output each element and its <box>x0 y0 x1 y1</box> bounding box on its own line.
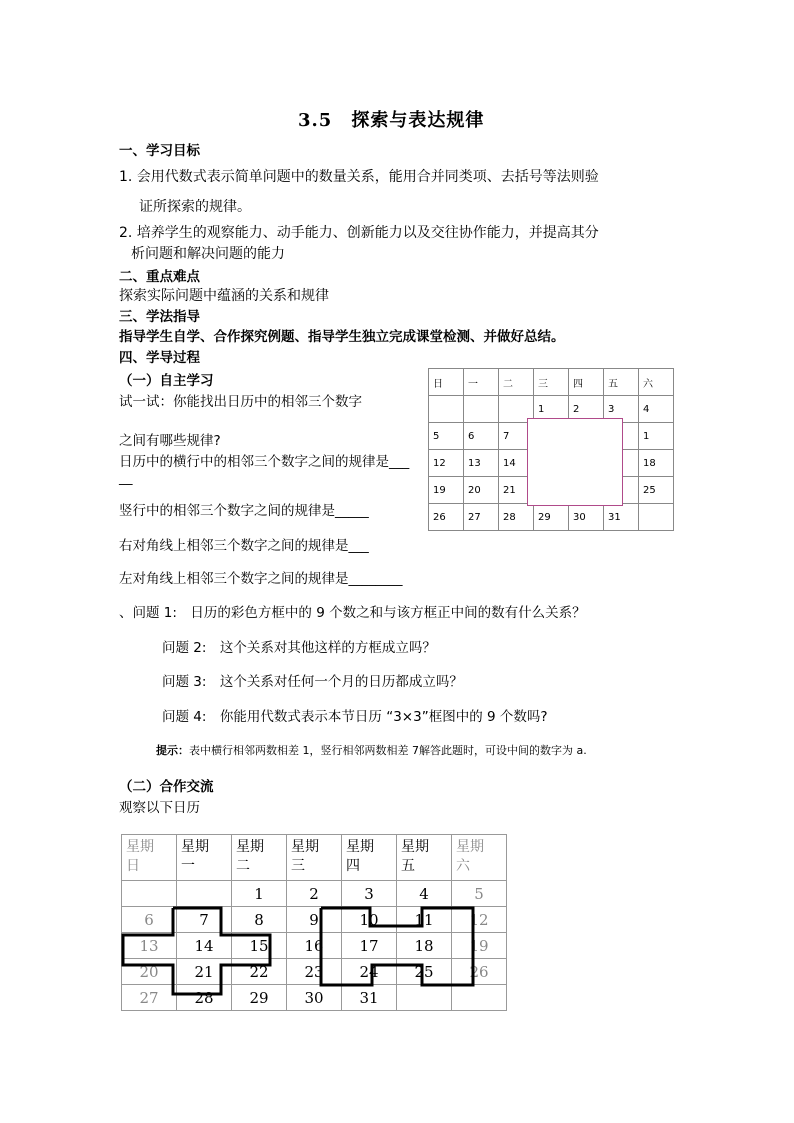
calendar2-cell: 29 <box>232 985 287 1011</box>
calendar1-header: 四 <box>569 369 604 396</box>
calendar1-cell: 13 <box>464 450 499 477</box>
calendar2-cell: 26 <box>452 959 507 985</box>
calendar2-header: 星期 三 <box>287 835 342 881</box>
section-heading-goals: 一、学习目标 <box>119 143 200 159</box>
calendar2-cell: 25 <box>397 959 452 985</box>
calendar1-cell <box>429 396 464 423</box>
goal-1-line1: 1. 会用代数式表示简单问题中的数量关系，能用合并同类项、去括号等法则验 <box>119 169 599 185</box>
calendar2-cell: 7 <box>177 907 232 933</box>
calendar2-cell <box>122 881 177 907</box>
calendar2-cell: 20 <box>122 959 177 985</box>
try-line1: 试一试：你能找出日历中的相邻三个数字 <box>119 394 362 410</box>
calendar2-header: 星期 一 <box>177 835 232 881</box>
calendar1-cell: 29 <box>534 504 569 531</box>
question-row-line2: __ <box>119 470 133 486</box>
calendar1-cell: 1 <box>639 423 674 450</box>
calendar2-cell <box>177 881 232 907</box>
calendar2-cell: 30 <box>287 985 342 1011</box>
calendar2-cell: 31 <box>342 985 397 1011</box>
calendar2-row <box>122 881 507 907</box>
calendar2-cell: 12 <box>452 907 507 933</box>
calendar2-header: 星期 六 <box>452 835 507 881</box>
question-row-line1: 日历中的横行中的相邻三个数字之间的规律是___ <box>119 454 410 470</box>
calendar2-cell: 1 <box>232 881 287 907</box>
calendar1-cell: 7 <box>499 423 534 450</box>
calendar1-cell: 1 <box>534 396 569 423</box>
calendar1-cell: 14 <box>499 450 534 477</box>
section-heading-focus: 二、重点难点 <box>119 269 200 285</box>
calendar1-cell: 27 <box>464 504 499 531</box>
hint <box>156 742 587 758</box>
calendar2-cell: 22 <box>232 959 287 985</box>
calendar1-row <box>429 504 674 531</box>
calendar2-header-row <box>122 835 507 881</box>
hint-label: 提示： <box>156 744 189 757</box>
calendar2-cell: 14 <box>177 933 232 959</box>
calendar2-header: 星期 五 <box>397 835 452 881</box>
calendar-table-2 <box>121 834 507 1011</box>
section-heading-method: 三、学法指导 <box>119 309 200 325</box>
calendar2-cell: 19 <box>452 933 507 959</box>
focus-text: 探索实际问题中蕴涵的关系和规律 <box>119 288 329 304</box>
goal-2-line1: 2. 培养学生的观察能力、动手能力、创新能力以及交往协作能力，并提高其分 <box>119 225 599 241</box>
calendar1-cell: 5 <box>429 423 464 450</box>
calendar1-cell <box>639 504 674 531</box>
calendar2-cell: 5 <box>452 881 507 907</box>
calendar1-cell: 28 <box>499 504 534 531</box>
calendar2-cell: 13 <box>122 933 177 959</box>
problem-2: 问题 2: 这个关系对其他这样的方框成立吗？ <box>162 640 436 656</box>
calendar2-cell: 17 <box>342 933 397 959</box>
calendar1-cell: 18 <box>639 450 674 477</box>
problem-1: 、问题 1: 日历的彩色方框中的 9 个数之和与该方框正中间的数有什么关系？ <box>119 605 586 621</box>
question-right-diagonal: 右对角线上相邻三个数字之间的规律是___ <box>119 538 369 554</box>
calendar1-cell: 12 <box>429 450 464 477</box>
question-left-diagonal: 左对角线上相邻三个数字之间的规律是________ <box>119 571 403 587</box>
calendar2-header: 星期 日 <box>122 835 177 881</box>
calendar2-cell: 18 <box>397 933 452 959</box>
calendar1-header: 二 <box>499 369 534 396</box>
calendar1-header: 六 <box>639 369 674 396</box>
problem-4: 问题 4: 你能用代数式表示本节日历 “3×3”框图中的 9 个数吗? <box>162 709 548 725</box>
calendar1-cell: 30 <box>569 504 604 531</box>
calendar1-cell: 26 <box>429 504 464 531</box>
calendar2-cell: 4 <box>397 881 452 907</box>
calendar2-cell: 8 <box>232 907 287 933</box>
calendar2-cell: 2 <box>287 881 342 907</box>
calendar1-header: 一 <box>464 369 499 396</box>
calendar2-cell: 27 <box>122 985 177 1011</box>
calendar1-header: 日 <box>429 369 464 396</box>
page-title: 3.5 探索与表达规律 <box>298 110 485 131</box>
calendar2-cell <box>397 985 452 1011</box>
calendar2-cell <box>452 985 507 1011</box>
question-column: 竖行中的相邻三个数字之间的规律是_____ <box>119 503 369 519</box>
calendar2-cell: 10 <box>342 907 397 933</box>
calendar1-header: 五 <box>604 369 639 396</box>
calendar1-cell: 21 <box>499 477 534 504</box>
calendar1-cell: 19 <box>429 477 464 504</box>
calendar2-header: 星期 二 <box>232 835 287 881</box>
subsection-cooperation: （二）合作交流 <box>119 779 214 795</box>
calendar1-cell: 6 <box>464 423 499 450</box>
calendar1-cell: 2 <box>569 396 604 423</box>
calendar2-row <box>122 907 507 933</box>
calendar1-cell: 20 <box>464 477 499 504</box>
goal-1-line2: 证所探索的规律。 <box>139 199 251 215</box>
problem-3: 问题 3: 这个关系对任何一个月的日历都成立吗？ <box>162 674 463 690</box>
calendar2-cell: 15 <box>232 933 287 959</box>
goal-2-line2: 析问题和解决问题的能力 <box>131 246 285 262</box>
calendar2-cell: 23 <box>287 959 342 985</box>
calendar2-cell: 24 <box>342 959 397 985</box>
colored-frame-box <box>527 418 623 506</box>
section-heading-process: 四、学导过程 <box>119 350 200 366</box>
calendar2-cell: 3 <box>342 881 397 907</box>
observe-text: 观察以下日历 <box>119 800 200 816</box>
hint-text: 表中横行相邻两数相差 1，竖行相邻两数相差 7解答此题时，可设中间的数字为 a. <box>189 744 587 757</box>
calendar1-cell: 3 <box>604 396 639 423</box>
calendar1-header: 三 <box>534 369 569 396</box>
calendar1-cell: 4 <box>639 396 674 423</box>
calendar2-row <box>122 985 507 1011</box>
calendar1-cell: 25 <box>639 477 674 504</box>
calendar1-cell: 31 <box>604 504 639 531</box>
calendar2-row <box>122 959 507 985</box>
subsection-self-study: （一）自主学习 <box>119 373 214 389</box>
calendar2-cell: 28 <box>177 985 232 1011</box>
try-line2: 之间有哪些规律? <box>119 433 221 449</box>
calendar2-cell: 9 <box>287 907 342 933</box>
calendar1-header-row <box>429 369 674 396</box>
calendar2-cell: 16 <box>287 933 342 959</box>
calendar2-row <box>122 933 507 959</box>
calendar2-cell: 21 <box>177 959 232 985</box>
method-text: 指导学生自学、合作探究例题、指导学生独立完成课堂检测、并做好总结。 <box>119 329 565 345</box>
calendar2-cell: 6 <box>122 907 177 933</box>
calendar1-cell <box>464 396 499 423</box>
calendar2-cell: 11 <box>397 907 452 933</box>
calendar2-header: 星期 四 <box>342 835 397 881</box>
